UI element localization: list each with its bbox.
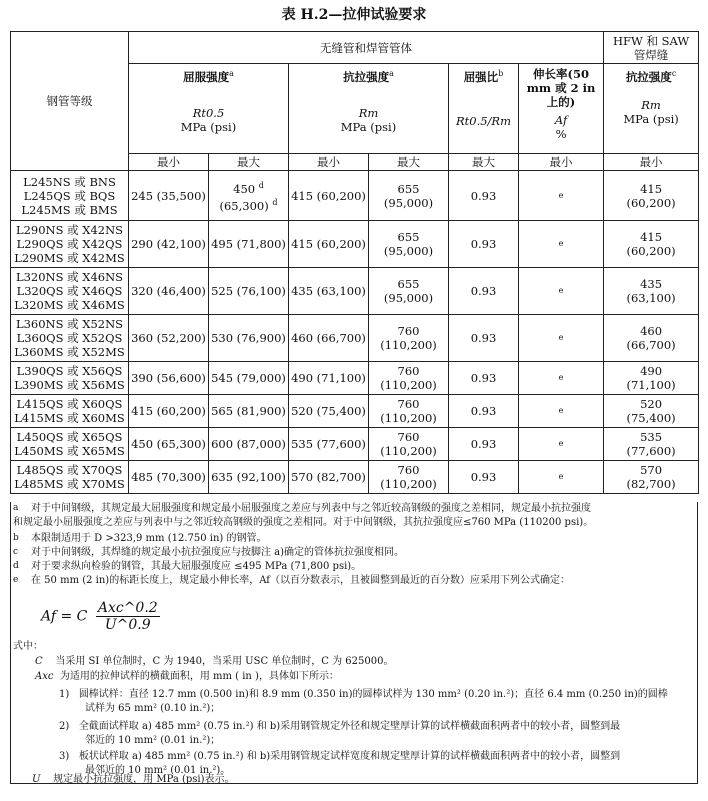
ts-max-cell: 760 (110,200): [369, 362, 449, 395]
weld-cell: 460 (66,700): [604, 315, 699, 362]
elong-cell: e: [519, 268, 604, 315]
table-row: [11, 362, 699, 395]
weld-min-header: 最小: [604, 154, 699, 171]
weld-cell: 415 (60,200): [604, 221, 699, 268]
ratio-cell: 0.93: [449, 395, 519, 428]
ts-min-cell: 535 (77,600): [289, 428, 369, 461]
ts-max-cell: 655 (95,000): [369, 171, 449, 221]
weld-cell: 435 (63,100): [604, 268, 699, 315]
ratio-cell: 0.93: [449, 428, 519, 461]
table-row: [11, 171, 699, 221]
where-c: C 当采用 SI 单位制时，C 为 1940，当采用 USC 单位制时，C 为 625000。: [35, 656, 394, 667]
ts-min-cell: 415 (60,200): [289, 221, 369, 268]
ratio-cell: 0.93: [449, 171, 519, 221]
ratio-header: 屈强比$^b$ Rt0.5/Rm: [449, 64, 519, 154]
ys-min-cell: 415 (60,200): [129, 395, 209, 428]
ratio-cell: 0.93: [449, 315, 519, 362]
ys-max-cell: 545 (79,000): [209, 362, 289, 395]
weld-cell: 520 (75,400): [604, 395, 699, 428]
ys-max-cell: 450 $^d$ (65,300) $^d$: [209, 171, 289, 221]
ys-min-cell: 290 (42,100): [129, 221, 209, 268]
ys-max-cell: 495 (71,800): [209, 221, 289, 268]
yield-header: 屈服强度$^a$ Rt0.5 MPa (psi): [129, 64, 289, 154]
hfw-saw-header: HFW 和 SAW 管焊缝: [604, 32, 699, 64]
ratio-cell: 0.93: [449, 221, 519, 268]
ys-min-cell: 390 (56,600): [129, 362, 209, 395]
tensile-header: 抗拉强度$^a$ Rm MPa (psi): [289, 64, 449, 154]
elongation-formula: Af = C $\frac{\text{Axc\textasciicircum{}0.2}}{U\^{}0.9}$: [41, 600, 158, 633]
ys-min-header: 最小: [129, 154, 209, 171]
grade-cell: L290NS 或 X42NS L290QS 或 X42QS L290MS 或 X42MS: [11, 221, 129, 268]
ys-max-cell: 530 (76,900): [209, 315, 289, 362]
elong-cell: e: [519, 428, 604, 461]
weld-tensile-header: 抗拉强度$^c$ Rm MPa (psi): [604, 64, 699, 154]
tensile-requirements-table: [10, 31, 699, 494]
table-row: [11, 315, 699, 362]
ts-max-cell: 760 (110,200): [369, 315, 449, 362]
where-item-3: 3) 板状试样取 a) 485 mm² (0.75 in.²) 和 b)采用钢管规定试样宽度和规定壁厚计算的试样横截面积两者中的较小者，圆整到 最邻近的 10 mm² (0.01 in.²)。: [59, 751, 621, 776]
elong-cell: e: [519, 362, 604, 395]
ts-min-cell: 460 (66,700): [289, 315, 369, 362]
ts-max-header: 最大: [369, 154, 449, 171]
elong-cell: e: [519, 461, 604, 494]
grade-cell: L415QS 或 X60QS L415MS 或 X60MS: [11, 395, 129, 428]
ts-min-cell: 435 (63,100): [289, 268, 369, 315]
where-item-1: 1) 圆棒试样：直径 12.7 mm (0.500 in)和 8.9 mm (0.350 in)的圆棒试样为 130 mm² (0.20 in.²)；直径 6.4 mm (0.250 in)的圆棒 试样为 65 mm² (0.10 in.²)；: [59, 689, 668, 714]
footnotes: a 对于中间钢级，其规定最大屈服强度和规定最小屈服强度之差应与列表中与之邻近较高钢级的强度之差相同，规定最小抗拉强度 和规定最小屈服强度之差应与列表中与之邻近较高钢级的强度之差相同。对于中间钢级，其抗拉强度应≤760 MPa (110200 psi)。 b 本限制适用于 D >323,9 mm (12.750 in) 的钢管。 c 对于中间钢级，其焊缝的规定最小抗拉强度应与按脚注 a)确定的管体抗拉强度相同。 d 对于要求纵向检验的钢管，其最大屈服强度应 ≤495 MPa (71,800 psi)。 e 在 50 mm (2 in)的标距长度上，规定最小伸长率，Af（以百分数表示，且被圆整到最近的百分数）应采用下列公式确定： Af = C $\frac{\text{Axc\textasciicircum{}0.2}}{U\^{}0.9}$ 式中： C 当采用 SI 单位制时，C 为 1940，当采用 USC 单位制时，C 为 625000。 Axc 为适用的拉伸试样的横截面积，用 mm ( in )，具体如下所示： 1) 圆棒试样：直径 12.7 mm (0.500 in)和 8.9 mm (0.350 in)的圆棒试样为 130 mm² (0.20 in.²)；直径 6.4 mm (0.250 in)的圆棒 试样为 65 mm² (0.10 in.²)； 2) 全截面试样取 a) 485 mm² (0.75 in.²) 和 b)采用钢管规定外径和规定壁厚计算的试样横截面积两者中的较小者，圆整到最 邻近的 10 mm² (0.01 in.²)； 3) 板状试样取 a) 485 mm² (0.75 in.²) 和 b)采用钢管规定试样宽度和规定壁厚计算的试样横截面积两者中的较小者，圆整到 最邻近的 10 mm² (0.01 in.²)。: [10, 502, 698, 784]
elong-cell: e: [519, 315, 604, 362]
ys-min-cell: 245 (35,500): [129, 171, 209, 221]
grade-cell: L450QS 或 X65QS L450MS 或 X65MS: [11, 428, 129, 461]
ratio-cell: 0.93: [449, 461, 519, 494]
ts-min-header: 最小: [289, 154, 369, 171]
table-title: 表 H.2—拉伸试验要求: [281, 7, 427, 23]
ts-min-cell: 490 (71,100): [289, 362, 369, 395]
ts-max-cell: 655 (95,000): [369, 268, 449, 315]
seamless-welded-header: 无缝管和焊管管体: [129, 32, 604, 64]
ts-min-cell: 570 (82,700): [289, 461, 369, 494]
ys-max-header: 最大: [209, 154, 289, 171]
grade-cell: L320NS 或 X46NS L320QS 或 X46QS L320MS 或 X46MS: [11, 268, 129, 315]
grade-cell: L485QS 或 X70QS L485MS 或 X70MS: [11, 461, 129, 494]
ys-max-cell: 525 (76,100): [209, 268, 289, 315]
grade-header: 钢管等级: [11, 32, 129, 171]
weld-cell: 490 (71,100): [604, 362, 699, 395]
elong-cell: e: [519, 221, 604, 268]
grade-cell: L360NS 或 X52NS L360QS 或 X52QS L360MS 或 X52MS: [11, 315, 129, 362]
where-axc: Axc 为适用的拉伸试样的横截面积，用 mm ( in )，具体如下所示：: [35, 671, 339, 682]
ys-min-cell: 320 (46,400): [129, 268, 209, 315]
elong-cell: e: [519, 395, 604, 428]
weld-cell: 535 (77,600): [604, 428, 699, 461]
ratio-cell: 0.93: [449, 268, 519, 315]
elongation-header: 伸长率(50 mm 或 2 in 上的) Af %: [519, 64, 604, 154]
ts-max-cell: 760 (110,200): [369, 395, 449, 428]
ts-min-cell: 520 (75,400): [289, 395, 369, 428]
ys-max-cell: 635 (92,100): [209, 461, 289, 494]
grade-cell: L390QS 或 X56QS L390MS 或 X56MS: [11, 362, 129, 395]
weld-cell: 570 (82,700): [604, 461, 699, 494]
table-body: [11, 171, 699, 494]
table-row: [11, 428, 699, 461]
table-row: [11, 461, 699, 494]
elong-cell: e: [519, 171, 604, 221]
where-item-2: 2) 全截面试样取 a) 485 mm² (0.75 in.²) 和 b)采用钢管规定外径和规定壁厚计算的试样横截面积两者中的较小者，圆整到最 邻近的 10 mm² (0.01 in.²)；: [59, 721, 621, 746]
ys-min-cell: 485 (70,300): [129, 461, 209, 494]
ys-min-cell: 450 (65,300): [129, 428, 209, 461]
ys-max-cell: 600 (87,000): [209, 428, 289, 461]
where-label: 式中：: [13, 641, 43, 652]
ts-min-cell: 415 (60,200): [289, 171, 369, 221]
table-row: [11, 395, 699, 428]
table-row: [11, 268, 699, 315]
weld-cell: 415 (60,200): [604, 171, 699, 221]
grade-cell: L245NS 或 BNS L245QS 或 BQS L245MS 或 BMS: [11, 171, 129, 221]
where-u: U 规定最小抗拉强度，用 MPa (psi)表示。: [32, 774, 235, 785]
elong-min-header: 最小: [519, 154, 604, 171]
ratio-max-header: 最大: [449, 154, 519, 171]
ts-max-cell: 655 (95,000): [369, 221, 449, 268]
ys-max-cell: 565 (81,900): [209, 395, 289, 428]
ts-max-cell: 760 (110,200): [369, 461, 449, 494]
ys-min-cell: 360 (52,200): [129, 315, 209, 362]
table-row: [11, 221, 699, 268]
ts-max-cell: 760 (110,200): [369, 428, 449, 461]
ratio-cell: 0.93: [449, 362, 519, 395]
